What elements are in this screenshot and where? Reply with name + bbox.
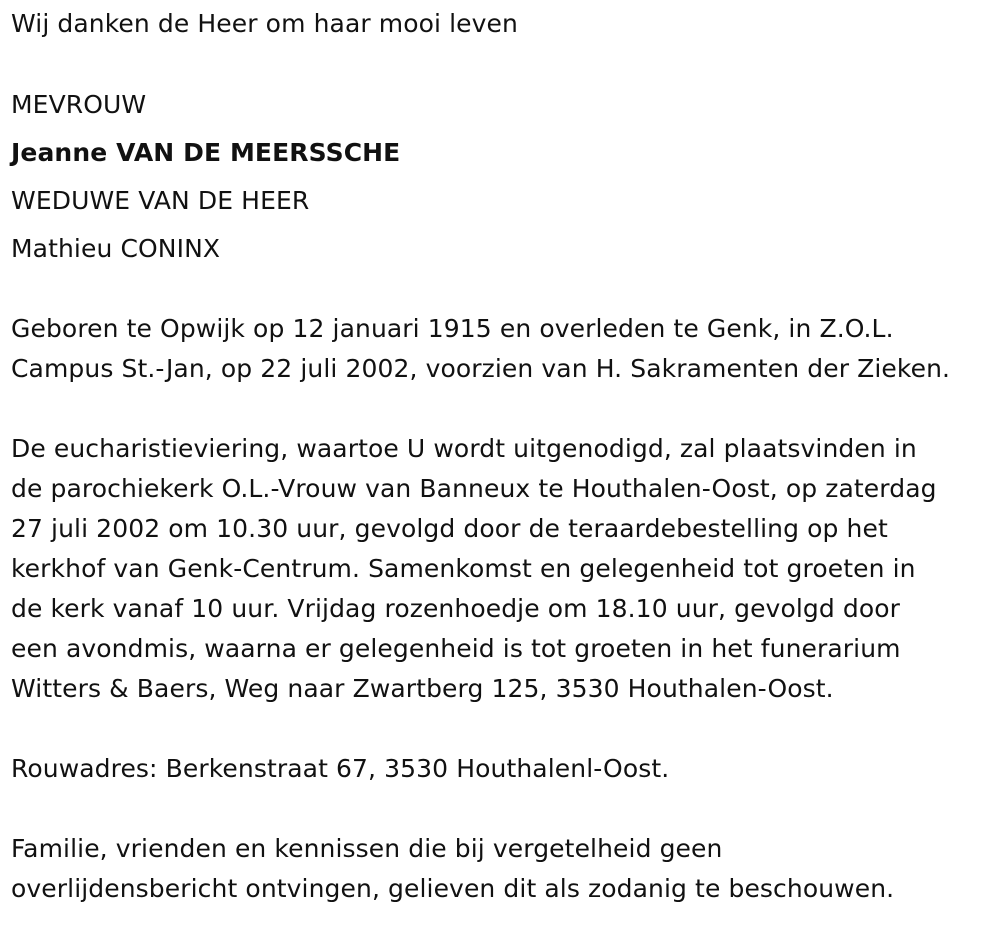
closing-line: overlijdensbericht ontvingen, gelieven dit als zodanig te beschouwen. xyxy=(11,874,895,903)
ceremony-line: Witters & Baers, Weg naar Zwartberg 125, 3530 Houthalen-Oost. xyxy=(11,674,834,703)
ceremony-line: De eucharistieviering, waartoe U wordt uitgenodigd, zal plaatsvinden in xyxy=(11,434,917,463)
deceased-name: Jeanne VAN DE MEERSSCHE xyxy=(11,138,401,167)
birth-death-line: Campus St.-Jan, op 22 juli 2002, voorzien van H. Sakramenten der Zieken. xyxy=(11,354,951,383)
ceremony-line: 27 juli 2002 om 10.30 uur, gevolgd door de teraardebestelling op het xyxy=(11,514,888,543)
ceremony-line: een avondmis, waarna er gelegenheid is tot groeten in het funerarium xyxy=(11,634,901,663)
deceased-relation: WEDUWE VAN DE HEER xyxy=(11,186,310,215)
deceased-spouse: Mathieu CONINX xyxy=(11,234,221,263)
ceremony-line: kerkhof van Genk-Centrum. Samenkomst en gelegenheid tot groeten in xyxy=(11,554,916,583)
ceremony-line: de kerk vanaf 10 uur. Vrijdag rozenhoedje om 18.10 uur, gevolgd door xyxy=(11,594,901,623)
closing-line: Familie, vrienden en kennissen die bij vergetelheid geen xyxy=(11,834,723,863)
intro-text: Wij danken de Heer om haar mooi leven xyxy=(11,9,518,38)
mourning-address: Rouwadres: Berkenstraat 67, 3530 Houthalenl-Oost. xyxy=(11,754,670,783)
deceased-title: MEVROUW xyxy=(11,90,147,119)
ceremony-line: de parochiekerk O.L.-Vrouw van Banneux te Houthalen-Oost, op zaterdag xyxy=(11,474,937,503)
birth-death-line: Geboren te Opwijk op 12 januari 1915 en overleden te Genk, in Z.O.L. xyxy=(11,314,894,343)
